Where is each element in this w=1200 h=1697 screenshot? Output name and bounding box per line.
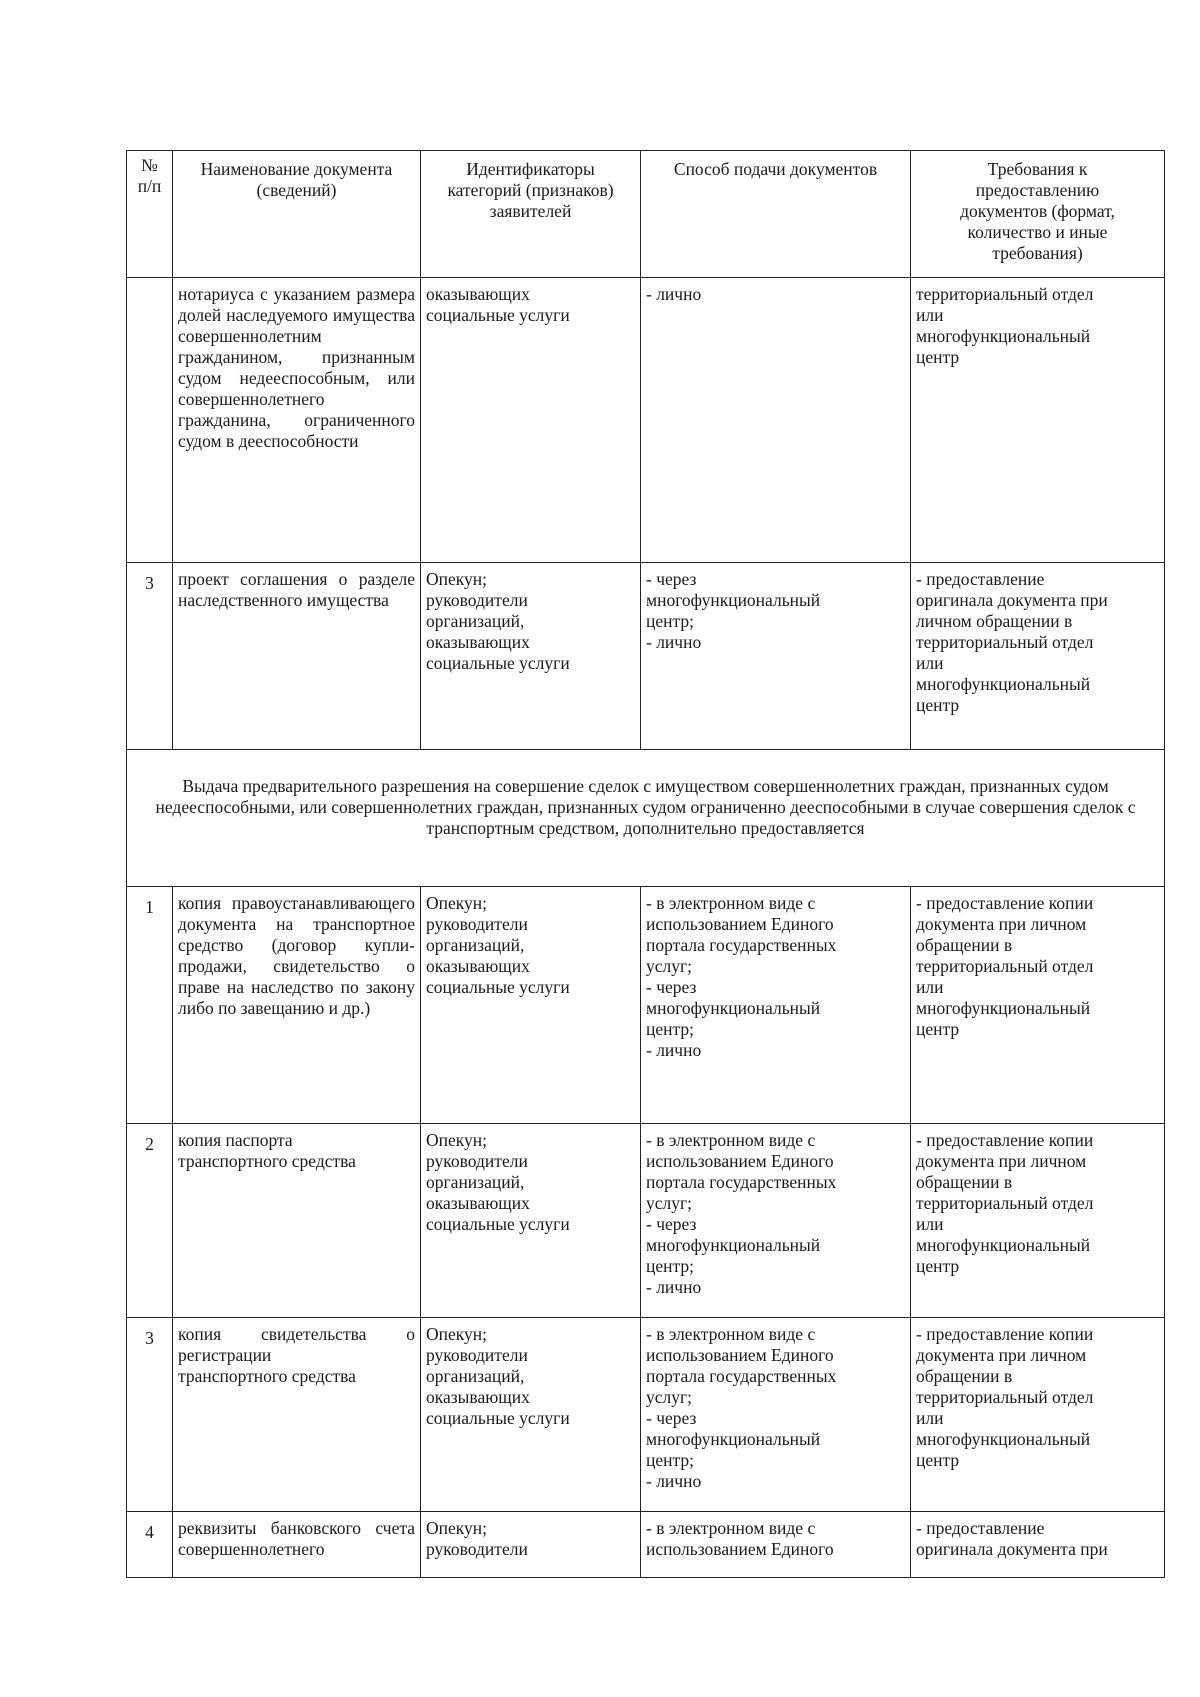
row-number: 2: [127, 1124, 173, 1318]
header-submission-method: Способ подачи документов: [641, 151, 911, 278]
row-number: 3: [127, 1318, 173, 1512]
row-applicants: Опекун; руководители организаций, оказывающих социальные услуги: [421, 1124, 641, 1318]
table-row: [127, 887, 1165, 1124]
row-method: - в электронном виде с использованием Единого портала государственных услуг; - через многофункциональный центр; - лично: [641, 1124, 911, 1318]
row-document-name: проект соглашения о разделе наследственного имущества: [173, 563, 421, 750]
table-row: [127, 1124, 1165, 1318]
table-row: [127, 1512, 1165, 1578]
row-requirements: - предоставление копии документа при личном обращении в территориальный отдел или многофункциональный центр: [911, 887, 1165, 1124]
header-requirements: Требования к предоставлению документов (формат, количество и иные требования): [911, 151, 1165, 278]
row-requirements: - предоставление копии документа при личном обращении в территориальный отдел или многофункциональный центр: [911, 1318, 1165, 1512]
row-applicants: оказывающих социальные услуги: [421, 278, 641, 563]
row-applicants: Опекун; руководители организаций, оказывающих социальные услуги: [421, 1318, 641, 1512]
header-applicant-categories: Идентификаторы категорий (признаков) заявителей: [421, 151, 641, 278]
row-number: 3: [127, 563, 173, 750]
row-document-name: копия правоустанавливающего документа на транспортное средство (договор купли-продажи, свидетельство о праве на наследство по закону либо по завещанию и др.): [173, 887, 421, 1124]
table-header-row: [127, 151, 1165, 278]
section-heading-row: [127, 750, 1165, 887]
row-requirements: - предоставление оригинала документа при: [911, 1512, 1165, 1578]
table-row: [127, 563, 1165, 750]
row-number: 4: [127, 1512, 173, 1578]
document-page: [126, 150, 1164, 1578]
row-method: - в электронном виде с использованием Единого портала государственных услуг; - через многофункциональный центр; - лично: [641, 887, 911, 1124]
row-applicants: Опекун; руководители: [421, 1512, 641, 1578]
row-document-name: реквизиты банковского счета совершеннолетнего: [173, 1512, 421, 1578]
row-requirements: территориальный отдел или многофункциональный центр: [911, 278, 1165, 563]
row-document-name: нотариуса с указанием размера долей наследуемого имущества совершеннолетним гражданином, признанным судом недееспособным, или совершеннолетнего гражданина, ограниченного судом в дееспособности: [173, 278, 421, 563]
row-method: - лично: [641, 278, 911, 563]
header-document-name: Наименование документа (сведений): [173, 151, 421, 278]
row-number: 1: [127, 887, 173, 1124]
table-row: [127, 278, 1165, 563]
row-method: - в электронном виде с использованием Единого: [641, 1512, 911, 1578]
row-requirements: - предоставление оригинала документа при личном обращении в территориальный отдел или многофункциональный центр: [911, 563, 1165, 750]
documents-table: [126, 150, 1165, 1578]
row-number: [127, 278, 173, 563]
row-requirements: - предоставление копии документа при личном обращении в территориальный отдел или многофункциональный центр: [911, 1124, 1165, 1318]
row-applicants: Опекун; руководители организаций, оказывающих социальные услуги: [421, 887, 641, 1124]
table-row: [127, 1318, 1165, 1512]
row-method: - через многофункциональный центр; - лично: [641, 563, 911, 750]
header-number: № п/п: [127, 151, 173, 278]
row-document-name: копия свидетельства о регистрации транспортного средства: [173, 1318, 421, 1512]
row-document-name: копия паспорта транспортного средства: [173, 1124, 421, 1318]
row-method: - в электронном виде с использованием Единого портала государственных услуг; - через многофункциональный центр; - лично: [641, 1318, 911, 1512]
row-applicants: Опекун; руководители организаций, оказывающих социальные услуги: [421, 563, 641, 750]
section-title: Выдача предварительного разрешения на совершение сделок с имуществом совершеннолетних граждан, признанных судом недееспособными, или совершеннолетних граждан, признанных судом ограниченно дееспособными в случае совершения сделок с транспортным средством, дополнительно предоставляется: [127, 750, 1165, 887]
